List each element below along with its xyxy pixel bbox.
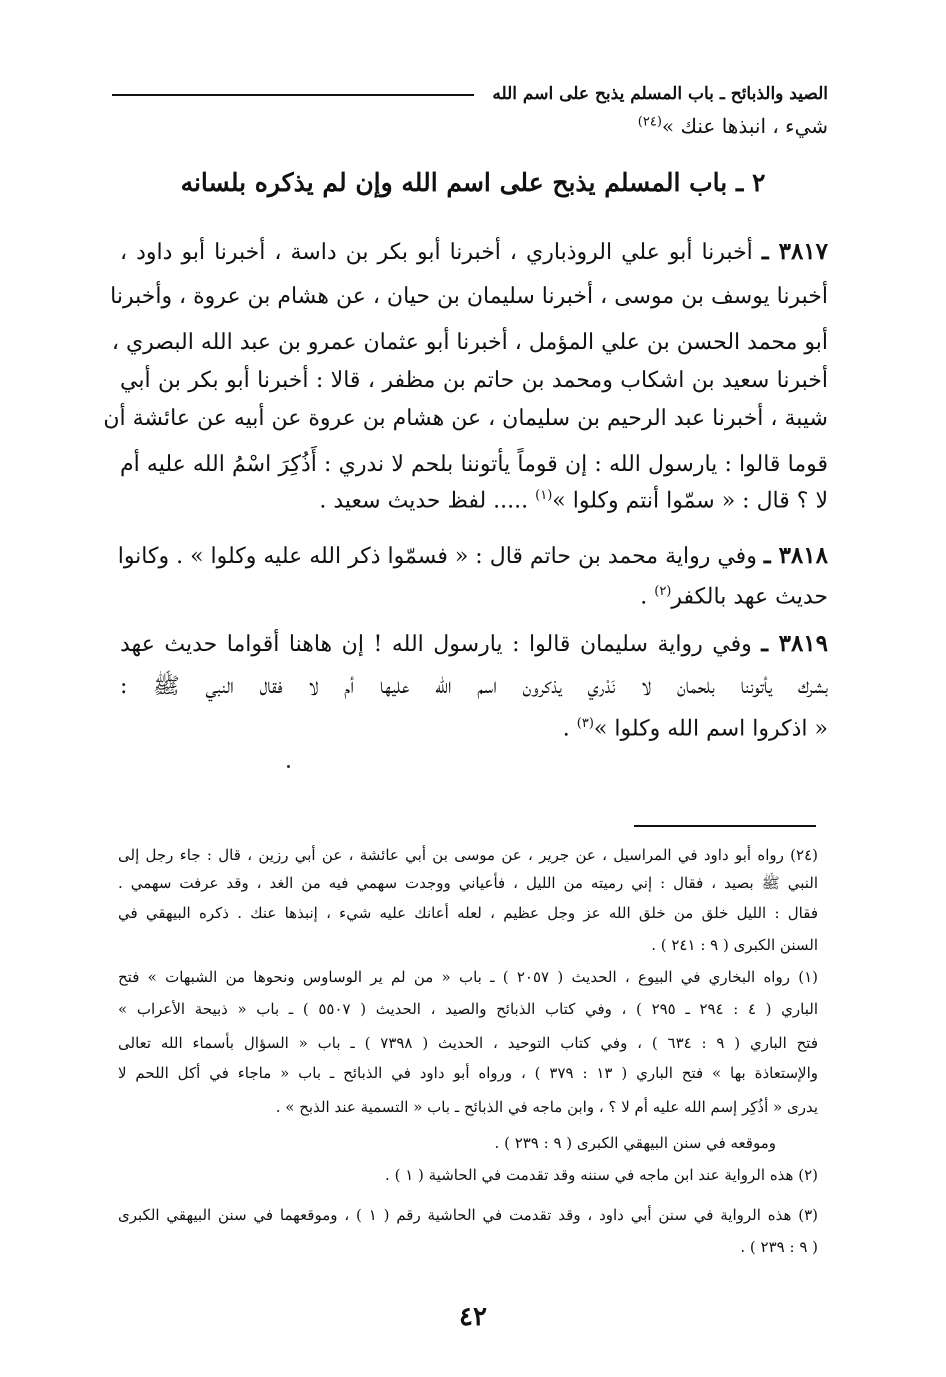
hadith-text: وفي رواية محمد بن حاتم قال : « فسمّوا ذكر الله عليه وكلوا » . وكانوا [117,544,757,569]
hadith-text: وفي رواية سليمان قالوا : يارسول الله ! إن هاهنا أقواما حديث عهد [120,632,752,657]
hadith-end: . [562,716,577,742]
footnote-line: الباري ( ٤ : ٢٩٤ ـ ٢٩٥ ) ، وفي كتاب الذبائح والصيد ، الحديث ( ٥٥٠٧ ) ـ باب « ذبيحة الأعراب » [118,1000,819,1018]
footnote-line: فقال : الليل خلق من خلق الله عز وجل عظيم ، لعله أعانك عليه شيء ، إنبذها عنك . ذكره البيهقي في [118,904,818,922]
footnote-rule [634,825,816,827]
hadith-3817-line-3: أبو محمد الحسن بن علي المؤمل ، أخبرنا أبو عثمان عمرو بن عبد الله البصري ، [111,330,828,355]
footnote-line: (٢) هذه الرواية عند ابن ماجه في سننه وقد تقدمت في الحاشية ( ١ ) . [385,1166,818,1184]
footnote-line: (١) رواه البخاري في البيوع ، الحديث ( ٢٠٥٧ ) ـ باب « من لم ير الوساوس ونحوها من الشبهات » فتح [118,968,818,986]
hadith-end: . [640,584,655,610]
hadith-number-3818: ٣٨١٨ ـ [763,542,828,569]
footnote-line: يدرى « أذُكِر إسم الله عليه أم لا ؟ ، وابن ماجه في الذبائح ـ باب « التسمية عند الذبح » . [275,1098,818,1116]
continuation-text: شيء ، انبذها عنك » [661,114,828,138]
hadith-3817-line-6: قوما قالوا : يارسول الله : إن قوماً يأتوننا بلحم لا ندري : أَذُكِرَ اسْمُ الله عليه أم [120,452,828,477]
footnote-ref-2: (٢) [654,584,672,599]
hadith-3817-line-1 [120,238,828,265]
header-rule [112,94,474,96]
hadith-text: ..... لفظ حديث سعيد . [319,488,529,514]
footnote-line: النبي ﷺ بصيد ، فقال : إني رميته من الليل ، فأعياني ووجدت سهمي فيه من الغد ، وقد عرفت سهمي . [118,874,818,892]
hadith-text: أخبرنا أبو علي الروذباري ، أخبرنا أبو بكر بن داسة ، أخبرنا أبو داود ، [120,240,753,265]
footnote-ref-1: (١) [535,488,553,503]
hadith-text: حديث عهد بالكفر [671,584,828,610]
footnote-ref-3: (٣) [576,716,594,731]
continuation-line [638,114,828,138]
footnote-line: فتح الباري ( ٩ : ٦٣٤ ) ، وفي كتاب التوحيد ، الحديث ( ٧٣٩٨ ) ـ باب « السؤال بأسماء الله تعالى [118,1034,819,1052]
footnote-line: (٢٤) رواه أبو داود في المراسيل ، عن جرير ، عن موسى بن أبي عائشة ، عن أبي رزين ، قال : جاء رجل إلى [118,846,818,864]
hadith-3818-line-2 [120,584,828,609]
hadith-number-3819: ٣٨١٩ ـ [761,630,829,657]
hadith-text: « اذكروا اسم الله وكلوا » [593,716,828,742]
footnote-line: السنن الكبرى ( ٩ : ٢٤١ ) . [651,936,818,954]
running-header: الصيد والذبائح ـ باب المسلم يذبح على اسم الله [492,84,828,104]
hadith-3819-line-3 [120,716,828,741]
hadith-3817-line-4: أخبرنا سعيد بن اشكاب ومحمد بن حاتم بن مظفر ، قالا : أخبرنا أبو بكر بن أبي [120,368,828,393]
footnote-line: ( ٩ : ٢٣٩ ) . [740,1238,818,1256]
hadith-3819-line-1 [120,630,828,657]
footnote-line: والإستعاذة بها » فتح الباري ( ١٣ : ٣٧٩ ) ، ورواه أبو داود في الذبائح ـ باب « ماجاء في أكل اللحم لا [118,1064,818,1082]
footnote-ref-24: (٢٤) [637,114,662,130]
hadith-3817-line-7 [120,488,828,513]
hadith-3818-line-1 [117,542,828,569]
hadith-text: لا ؟ قال : « سمّوا أنتم وكلوا » [552,488,828,514]
ink-speck [287,765,290,768]
chapter-heading: ٢ ـ باب المسلم يذبح على اسم الله وإن لم يذكره بلسانه [180,168,766,197]
hadith-3817-line-2: أخبرنا يوسف بن موسى ، أخبرنا سليمان بن حيان ، عن هشام بن عروة ، وأخبرنا [110,284,828,309]
footnote-line: (٣) هذه الرواية في سنن أبي داود ، وقد تقدمت في الحاشية رقم ( ١ ) ، وموقعهما في سنن البيهقي الكبرى [118,1206,818,1224]
page-number: ٤٢ [459,1302,487,1332]
hadith-number-3817: ٣٨١٧ ـ [761,238,829,265]
hadith-3817-line-5: شيبة ، أخبرنا عبد الرحيم بن سليمان ، عن هشام بن عروة عن أبيه عن عائشة أن [103,406,828,431]
footnote-line: وموقعه في سنن البيهقي الكبرى ( ٩ : ٢٣٩ ) . [494,1134,776,1152]
hadith-3819-line-2: بشرك يأتوننا بلحمان لا نَدْري يذكرون اسم الله عليها أم لا فقال النبي ﷺ : [120,674,828,699]
